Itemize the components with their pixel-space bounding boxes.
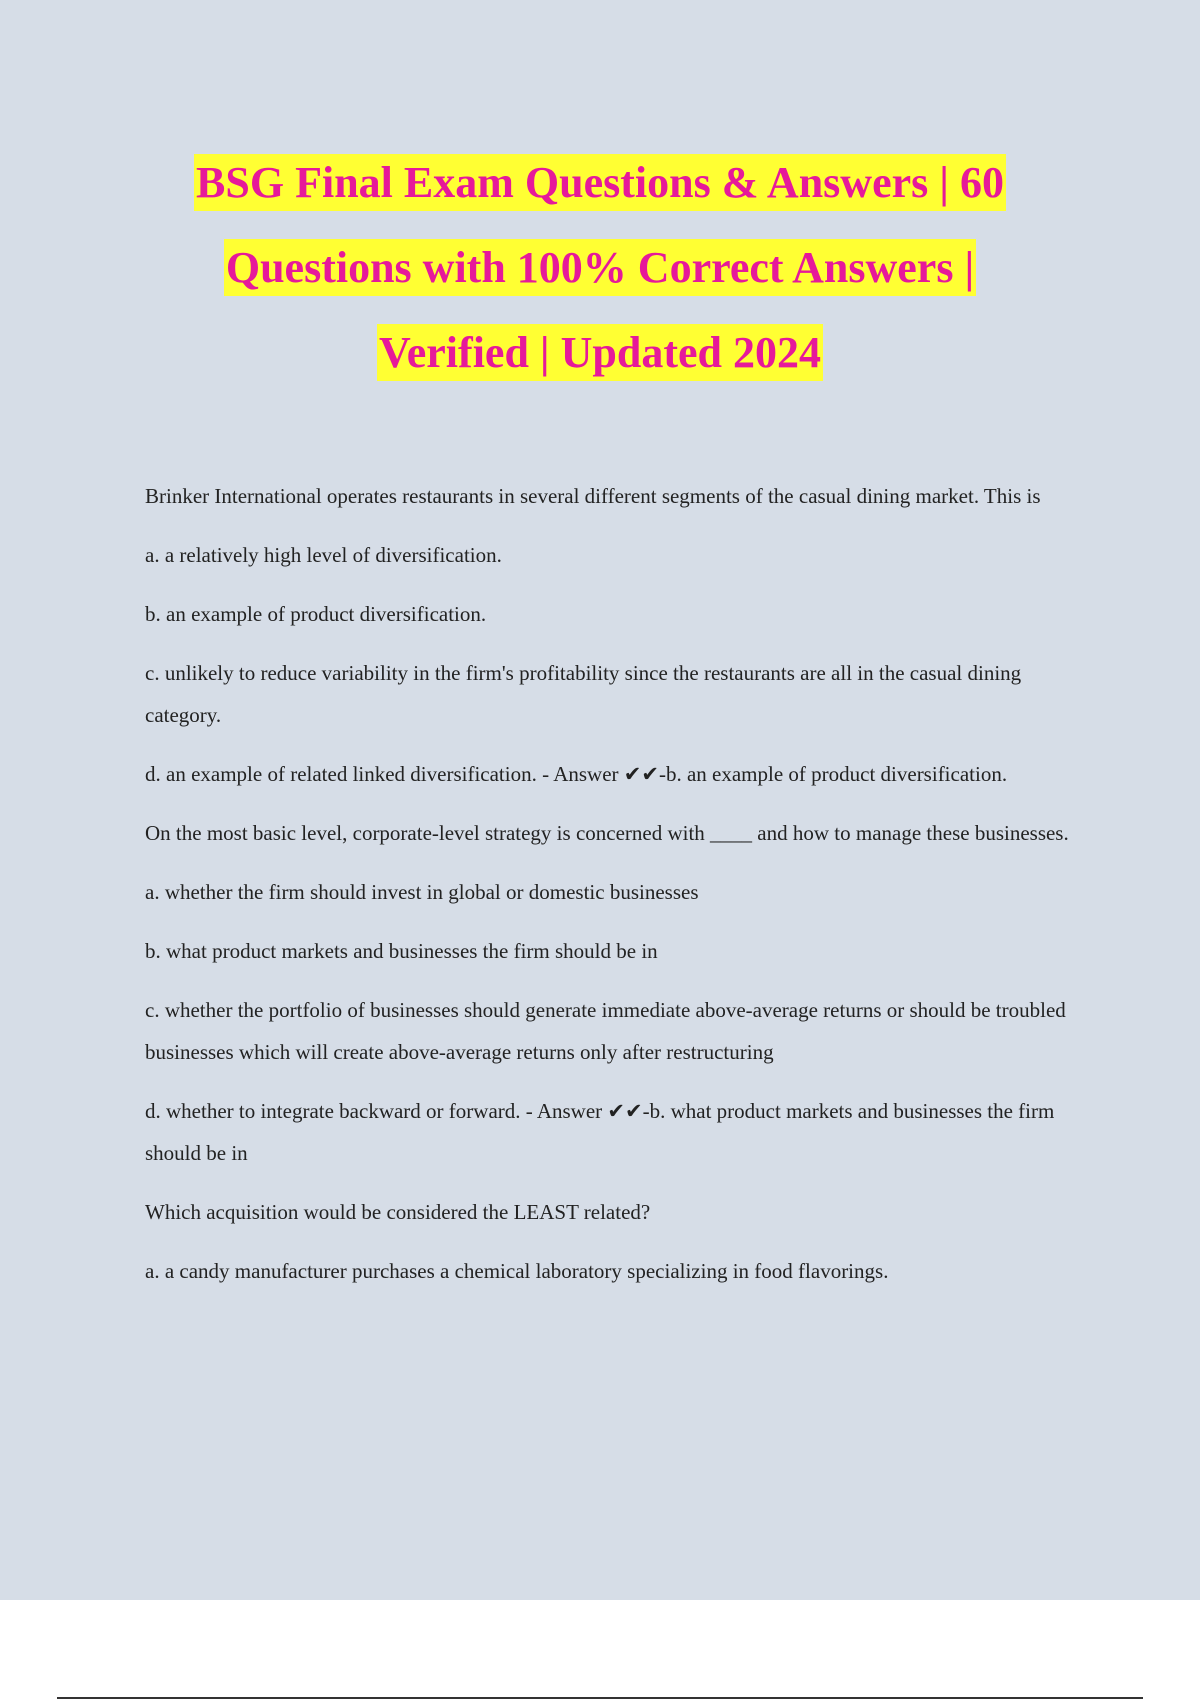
title-line-3: Verified | Updated 2024 (60, 310, 1140, 395)
question-2-stem: On the most basic level, corporate-level strategy is concerned with ____ and how to manage these businesses. (145, 821, 1069, 845)
question-2-option-a: a. whether the firm should invest in global or domestic businesses (145, 880, 699, 904)
title-line-2: Questions with 100% Correct Answers | (60, 225, 1140, 310)
question-1-option-b: b. an example of product diversification. (145, 602, 487, 626)
question-2-option-d-answer: d. whether to integrate backward or forward. - Answer ✔✔-b. what product markets and businesses the firm should be in (145, 1099, 1055, 1165)
question-1-stem: Brinker International operates restaurants in several different segments of the casual dining market. This is (145, 484, 1041, 508)
question-3-stem: Which acquisition would be considered the LEAST related? (145, 1200, 651, 1224)
question-2-option-b: b. what product markets and businesses the firm should be in (145, 939, 658, 963)
footer-divider (57, 1697, 1143, 1699)
title-line-1: BSG Final Exam Questions & Answers | 60 (60, 140, 1140, 225)
question-1-option-a: a. a relatively high level of diversification. (145, 543, 502, 567)
document-body (145, 475, 1095, 1309)
question-1-option-c: c. unlikely to reduce variability in the firm's profitability since the restaurants are all in the casual dining category. (145, 661, 1022, 727)
question-1-option-d-answer: d. an example of related linked diversification. - Answer ✔✔-b. an example of product diversification. (145, 762, 1008, 786)
document-title (60, 140, 1140, 395)
question-2-option-c: c. whether the portfolio of businesses should generate immediate above-average returns or should be troubled businesses which will create above-average returns only after restructuring (145, 998, 1066, 1064)
question-3-option-a: a. a candy manufacturer purchases a chemical laboratory specializing in food flavorings. (145, 1259, 889, 1283)
